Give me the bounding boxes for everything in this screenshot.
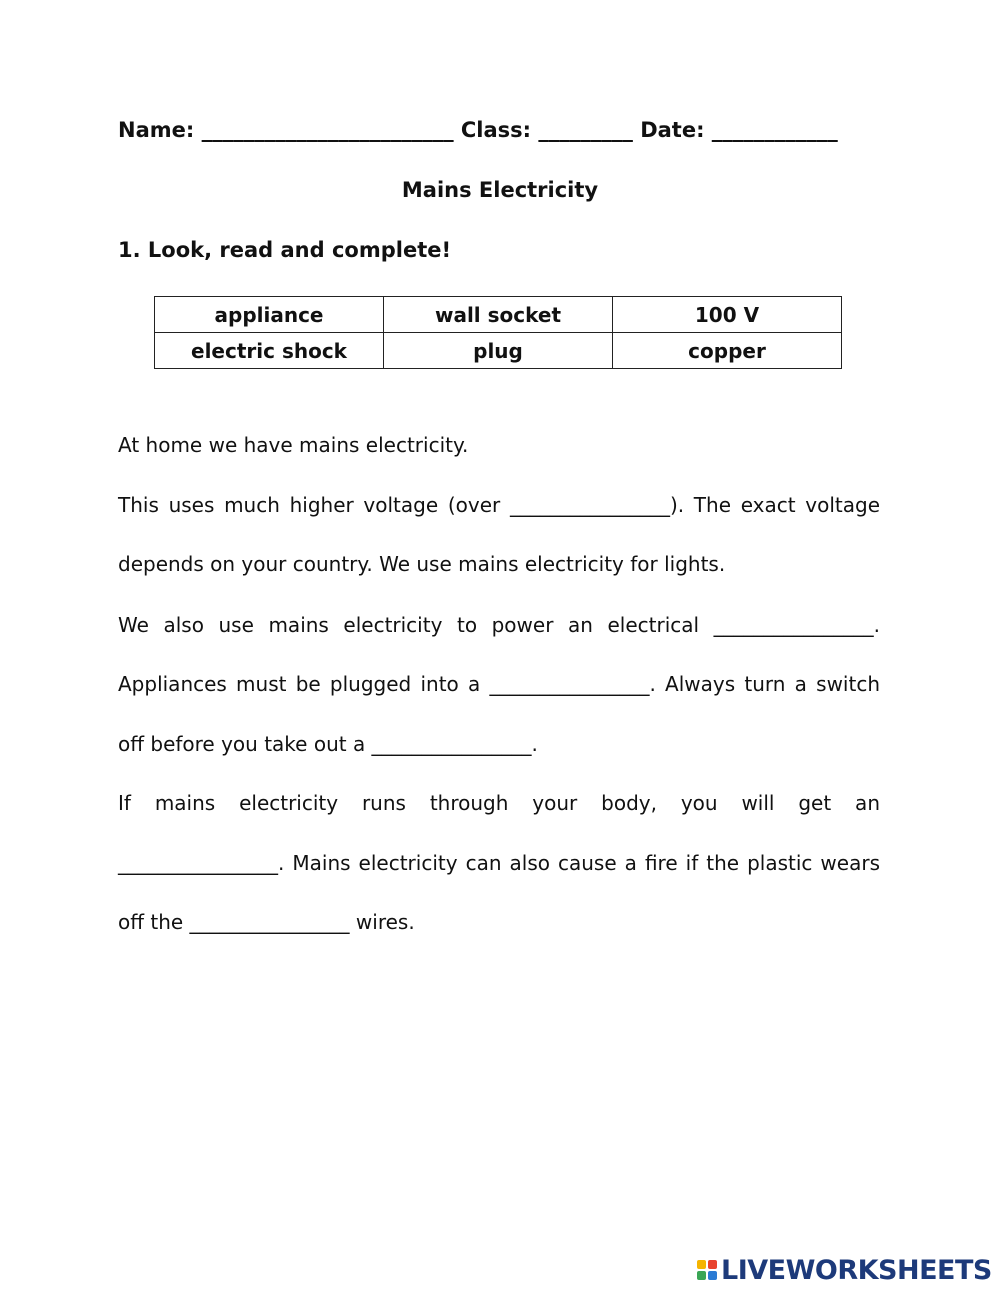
student-info-line: Name: ________________________ Class: _________ Date: ____________ [118,118,838,142]
text-line: depends on your country. We use mains electricity for lights. [118,552,726,576]
text-line: off the ________________ wires. [118,910,415,934]
text-line: This uses much higher voltage (over ________________). The exact voltage [118,493,880,517]
text-line: We also use mains electricity to power an electrical ________________. [118,613,880,637]
logo-mark-icon [697,1260,717,1280]
word-bank-cell: electric shock [155,333,384,369]
text-line: off before you take out a ________________. [118,732,538,756]
logo-square [697,1271,706,1280]
task-instruction: 1. Look, read and complete! [118,238,452,262]
word-bank-cell: copper [613,333,842,369]
table-row [155,333,842,369]
table-row [155,297,842,333]
logo-square [708,1271,717,1280]
logo-text: LIVEWORKSHEETS [721,1254,992,1286]
word-bank-cell: wall socket [384,297,613,333]
text-line: At home we have mains electricity. [118,433,469,457]
worksheet-title: Mains Electricity [401,178,599,202]
word-bank-cell: appliance [155,297,384,333]
logo-square [697,1260,706,1269]
text-line: If mains electricity runs through your body, you will get an [118,791,880,815]
logo-square [708,1260,717,1269]
word-bank-cell: 100 V [613,297,842,333]
text-line: Appliances must be plugged into a ________________. Always turn a switch [118,672,880,696]
text-line: ________________. Mains electricity can also cause a fire if the plastic wears [118,851,880,875]
word-bank-cell: plug [384,333,613,369]
liveworksheets-logo [697,1253,992,1287]
word-bank-table [154,296,842,369]
